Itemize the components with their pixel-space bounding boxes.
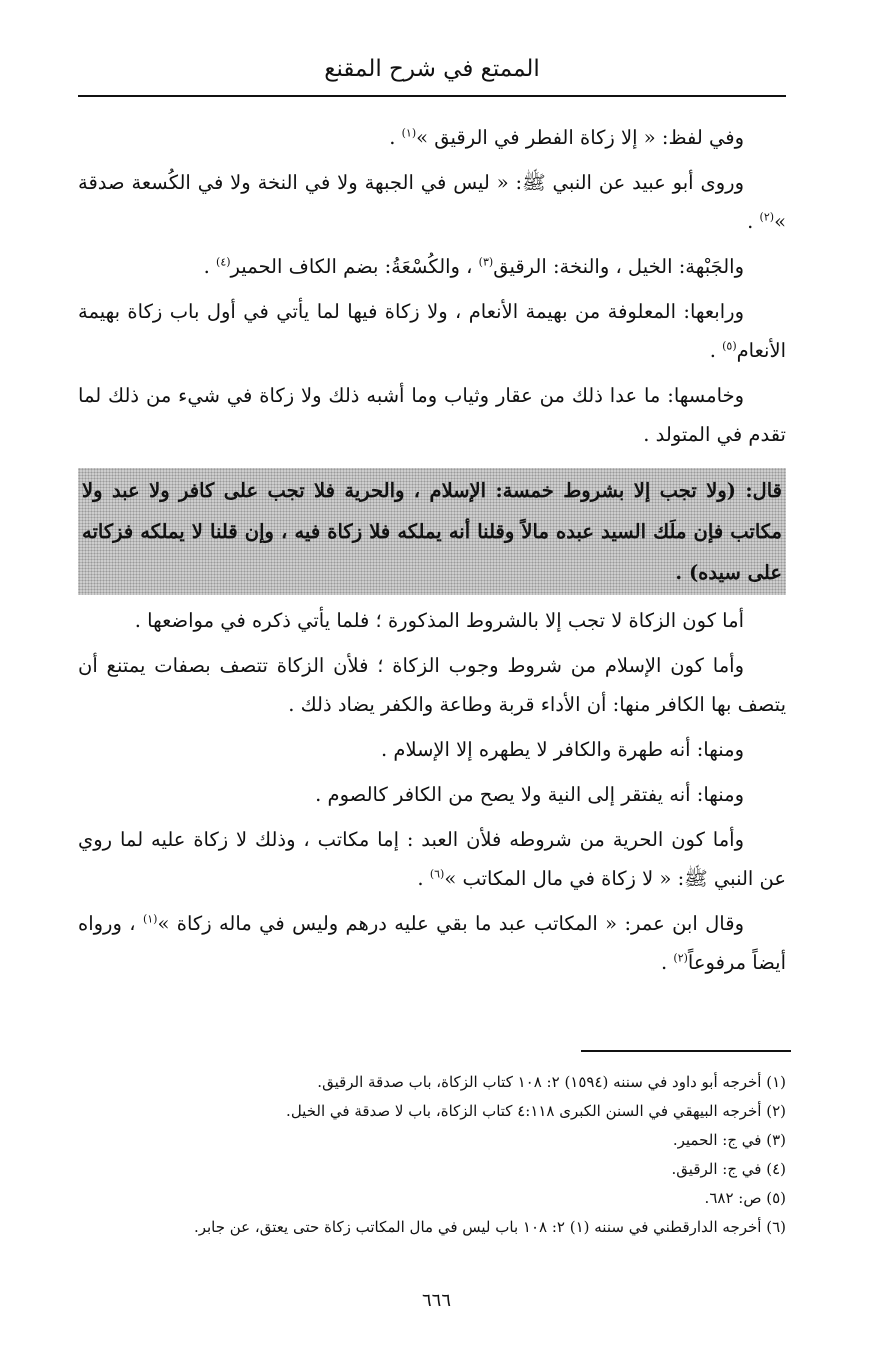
footnote: (٤) في ج: الرقيق. (671, 1160, 786, 1178)
footnote-ref: (٢) (673, 951, 688, 965)
header-rule (78, 95, 786, 97)
end-mark: . (747, 210, 754, 233)
running-header-title: الممتع في شرح المقنع (324, 56, 540, 82)
end-mark: . (389, 126, 396, 149)
paragraph-text: وأما كون الحرية من شروطه فلأن العبد : إما مكاتب ، وذلك لا زكاة عليه لما روي عن النبي ﷺ: « لا زكاة في مال المكاتب » (78, 828, 786, 890)
commentary-paragraph: ومنها: أنه يفتقر إلى النية ولا يصح من الكافر كالصوم . (315, 783, 744, 806)
footnote-ref: (٣) (478, 255, 494, 269)
end-mark: . (417, 867, 424, 890)
main-text (78, 118, 786, 988)
commentary-paragraph: ومنها: أنه طهرة والكافر لا يطهره إلا الإسلام . (380, 738, 744, 761)
end-mark: . (203, 255, 210, 278)
paragraph-text: وقال ابن عمر: « المكاتب عبد ما بقي عليه درهم وليس في ماله زكاة » (157, 912, 744, 935)
end-mark: . (709, 339, 716, 362)
footnote-ref: (٤) (216, 255, 231, 269)
matn-highlight: قال: (ولا تجب إلا بشروط خمسة: الإسلام ، والحرية فلا تجب على كافر ولا عبد ولا مكاتب فإن ملَك السيد عبده مالاً وقلنا أنه يملكه فلا زكاة فيه ، وإن قلنا لا يملكه فزكاته على سيده) . (78, 468, 786, 595)
paragraph-text: ورابعها: المعلوفة من بهيمة الأنعام ، ولا زكاة فيها لما يأتي في أول باب زكاة بهيمة الأنعام (78, 300, 786, 362)
footnote-ref: (٦) (429, 867, 445, 881)
footnote-ref: (١) (401, 126, 417, 140)
commentary-paragraph (78, 904, 786, 982)
page-number: ٦٦٦ (421, 1290, 451, 1311)
footnote: (٦) أخرجه الدارقطني في سننه (١) ٢: ١٠٨ باب ليس في مال المكاتب زكاة حتى يعتق، عن جابر. (193, 1218, 786, 1236)
paragraph (78, 292, 786, 370)
footnote-rule (581, 1050, 791, 1052)
paragraph-text: والجَبْهة: الخيل ، والنخة: الرقيق (493, 255, 744, 278)
footnote: (٢) أخرجه البيهقي في السنن الكبرى ٤:١١٨ كتاب الزكاة، باب لا صدقة في الخيل. (286, 1102, 786, 1120)
paragraph: وخامسها: ما عدا ذلك من عقار وثياب وما أشبه ذلك ولا زكاة في شيء من ذلك لما تقدم في المتولد . (78, 384, 786, 446)
commentary-paragraph (78, 820, 786, 898)
paragraph-text: وروى أبو عبيد عن النبي ﷺ: « ليس في الجبهة ولا في النخة ولا في الكُسعة صدقة » (78, 171, 786, 233)
paragraph-text: وفي لفظ: « إلا زكاة الفطر في الرقيق » (416, 126, 744, 149)
footnote-ref: (٥) (722, 339, 737, 353)
footnote: (٣) في ج: الحمير. (672, 1131, 786, 1149)
paragraph-text: ، والكُسْعَةُ: بضم الكاف الحمير (230, 255, 473, 278)
end-mark: . (661, 951, 668, 974)
paragraph (78, 118, 786, 157)
footnote-ref: (٢) (759, 210, 775, 224)
commentary-paragraph: وأما كون الإسلام من شروط وجوب الزكاة ؛ فلأن الزكاة تتصف بصفات يمتنع أن يتصف بها الكافر منها: أن الأداء قربة وطاعة والكفر يضاد ذلك . (78, 654, 786, 716)
paragraph (78, 163, 786, 241)
footnote-ref: (١) (142, 912, 158, 926)
commentary-paragraph: أما كون الزكاة لا تجب إلا بالشروط المذكورة ؛ فلما يأتي ذكره في مواضعها . (134, 609, 744, 632)
footnote: (١) أخرجه أبو داود في سننه (١٥٩٤) ٢: ١٠٨ كتاب الزكاة، باب صدقة الرقيق. (317, 1073, 786, 1091)
paragraph-text: ، ورواه أيضاً مرفوعاً (78, 912, 786, 974)
footnotes (78, 1068, 786, 1242)
footnote: (٥) ص: ٦٨٢. (704, 1189, 786, 1207)
paragraph (78, 247, 786, 286)
